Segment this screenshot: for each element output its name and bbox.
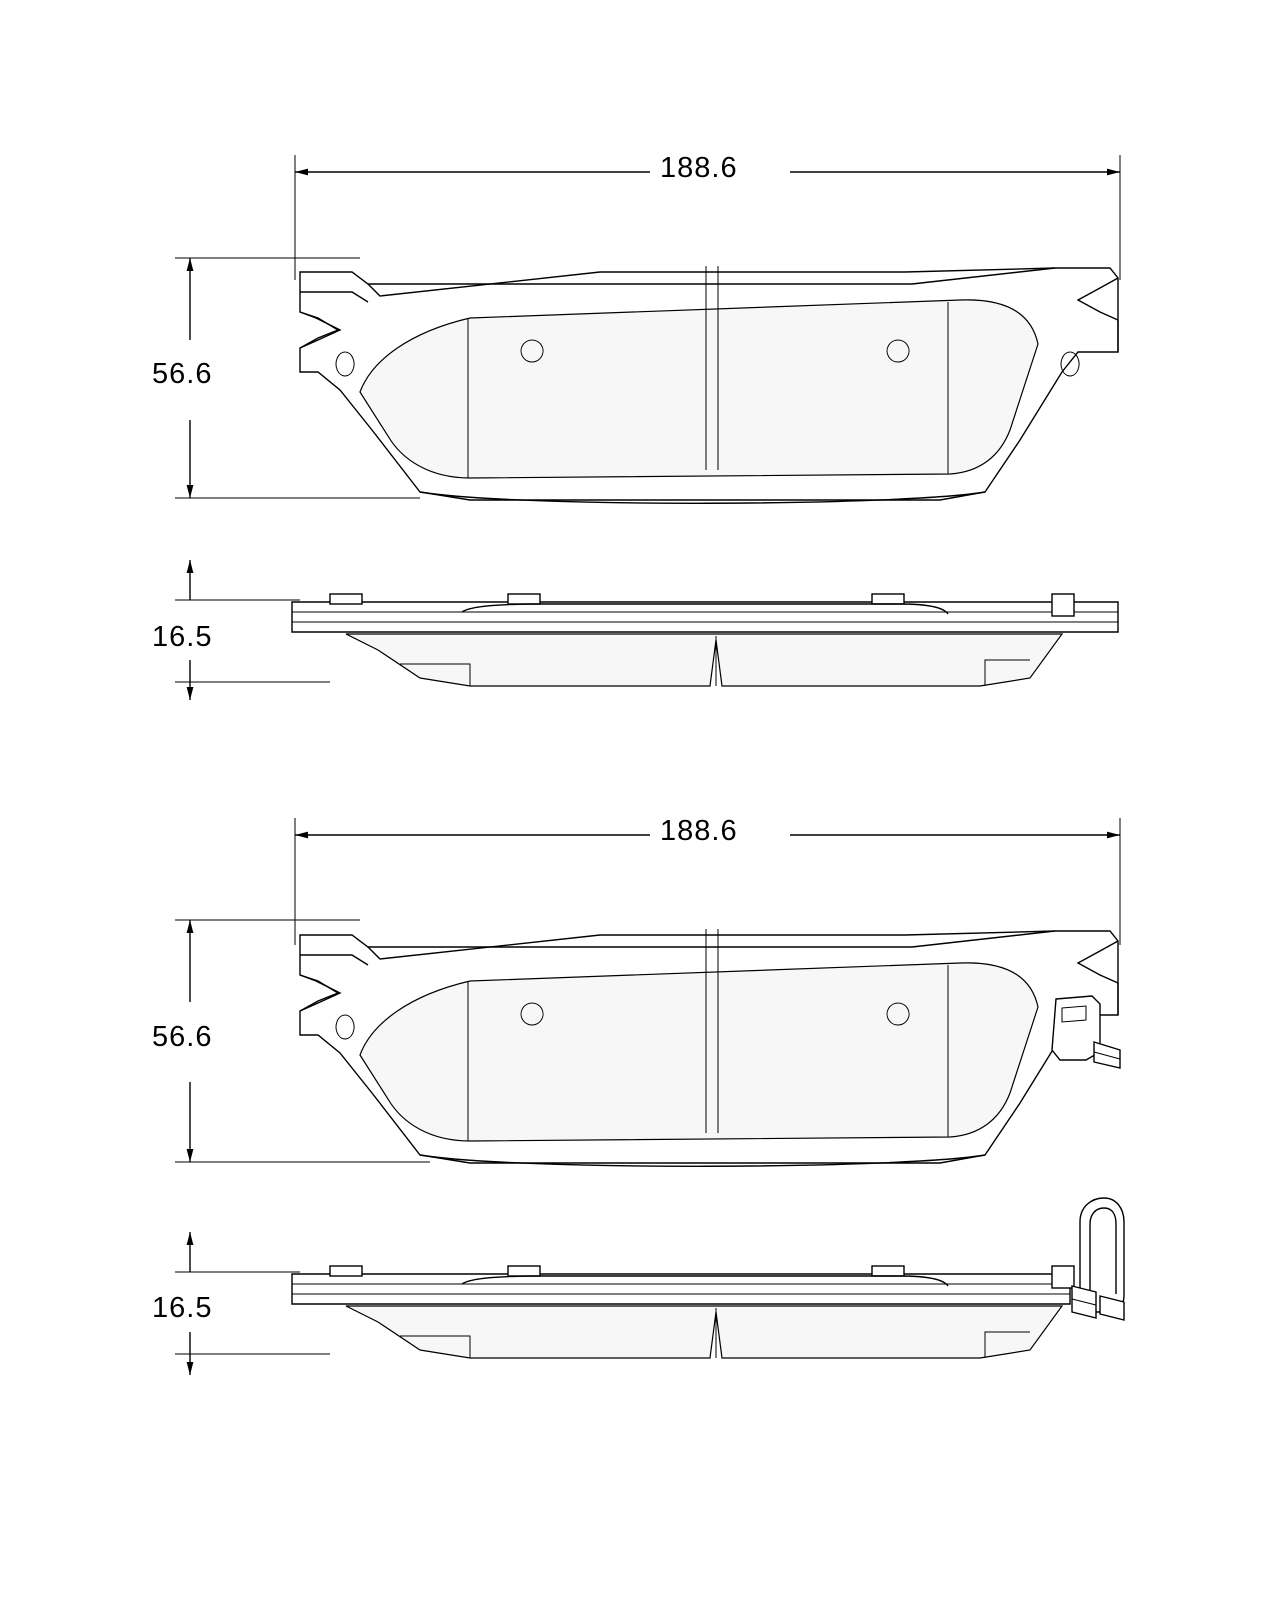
lower-pad-side-view [292, 1198, 1124, 1358]
dimension-label-width-bottom: 188.6 [660, 815, 738, 847]
dimension-line-width-bottom [295, 818, 1120, 945]
dimension-label-height-bottom: 56.6 [152, 1021, 213, 1053]
upper-pad-side-view [292, 594, 1118, 686]
upper-pad-front-view [300, 266, 1118, 503]
dimension-line-width-top [295, 155, 1120, 280]
dimension-label-thickness-bottom: 16.5 [152, 1292, 213, 1324]
lower-pad-front-view [300, 929, 1120, 1166]
wear-sensor-clip-side [1072, 1198, 1124, 1320]
dimension-label-height-top: 56.6 [152, 358, 213, 390]
dimension-label-thickness-top: 16.5 [152, 621, 213, 653]
dimension-label-width-top: 188.6 [660, 152, 738, 184]
